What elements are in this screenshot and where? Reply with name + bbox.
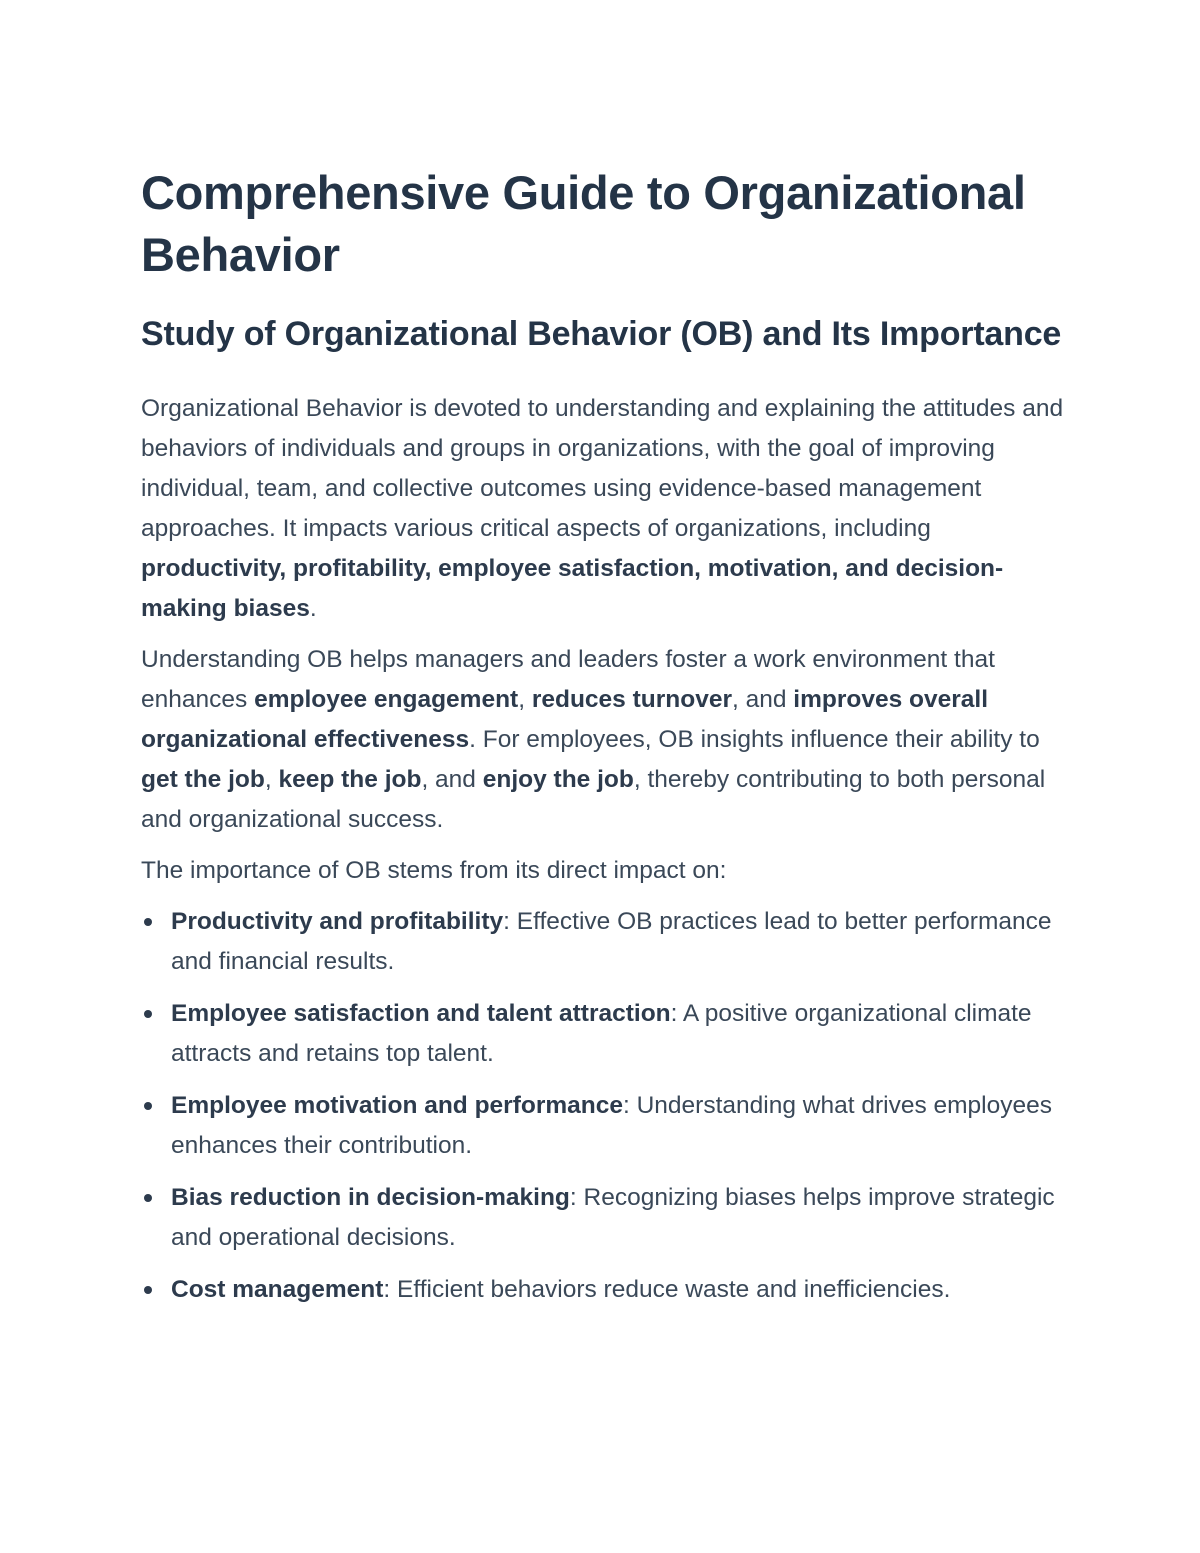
understanding-text-6: , and [421, 766, 483, 793]
list-item [141, 1270, 1071, 1310]
bullet-icon [144, 1102, 152, 1110]
intro-end: . [309, 595, 317, 622]
understanding-text-2: , [518, 686, 532, 713]
list-item-bold: Cost management [171, 1276, 384, 1303]
page-title: Comprehensive Guide to Organizational Behavior [141, 166, 1026, 281]
list-item-text: : Effective OB practices lead to better performance and financial results. [171, 908, 1052, 975]
intro-bold: productivity, profitability, employee satisfaction, motivation, and decision-making biases [141, 555, 1004, 622]
understanding-text-1: Understanding OB helps managers and leaders foster a work environment that enhances [141, 646, 995, 713]
understanding-bold-4: get the job [141, 766, 265, 793]
section-heading: Study of Organizational Behavior (OB) and Its Importance [141, 315, 1062, 353]
list-item [141, 1178, 1071, 1258]
document-page [141, 162, 1071, 1322]
bullet-icon [144, 918, 152, 926]
list-item-bold: Employee motivation and performance [171, 1092, 623, 1119]
importance-list [141, 902, 1071, 1310]
understanding-bold-5: keep the job [278, 766, 422, 793]
list-item [141, 1086, 1071, 1166]
list-item-text: : Recognizing biases helps improve strategic and operational decisions. [171, 1184, 1055, 1251]
bullet-icon [144, 1194, 152, 1202]
list-item-bold: Employee satisfaction and talent attraction [171, 1000, 671, 1027]
list-item-text: : A positive organizational climate attracts and retains top talent. [171, 1000, 1032, 1067]
understanding-bold-2: reduces turnover [531, 686, 732, 713]
importance-intro: The importance of OB stems from its direct impact on: [141, 857, 727, 884]
list-item-bold: Bias reduction in decision-making [171, 1184, 570, 1211]
understanding-bold-1: employee engagement [254, 686, 519, 713]
understanding-bold-6: enjoy the job [482, 766, 634, 793]
understanding-text-5: , [264, 766, 279, 793]
list-item [141, 994, 1071, 1074]
intro-text: Organizational Behavior is devoted to understanding and explaining the attitudes and behaviors of individuals and groups in organizations, with the goal of improving individual, team, and collective outcomes using evidence-based management approaches. It impacts various critical aspects of organizations, including [141, 395, 1064, 542]
list-item-bold: Productivity and profitability [171, 908, 504, 935]
list-item-text: : Understanding what drives employees enhances their contribution. [171, 1092, 1052, 1159]
understanding-text-3: , and [731, 686, 794, 713]
understanding-text-4: . For employees, OB insights influence their ability to [469, 726, 1040, 753]
intro-paragraph [141, 389, 1071, 629]
list-item [141, 902, 1071, 982]
understanding-text-7: , thereby contributing to both personal and organizational success. [141, 766, 1046, 833]
bullet-icon [144, 1286, 152, 1294]
understanding-paragraph [141, 640, 1071, 840]
list-item-text: : Efficient behaviors reduce waste and inefficiencies. [383, 1276, 951, 1303]
bullet-icon [144, 1010, 152, 1018]
understanding-bold-3: improves overall organizational effectiveness [141, 686, 989, 753]
